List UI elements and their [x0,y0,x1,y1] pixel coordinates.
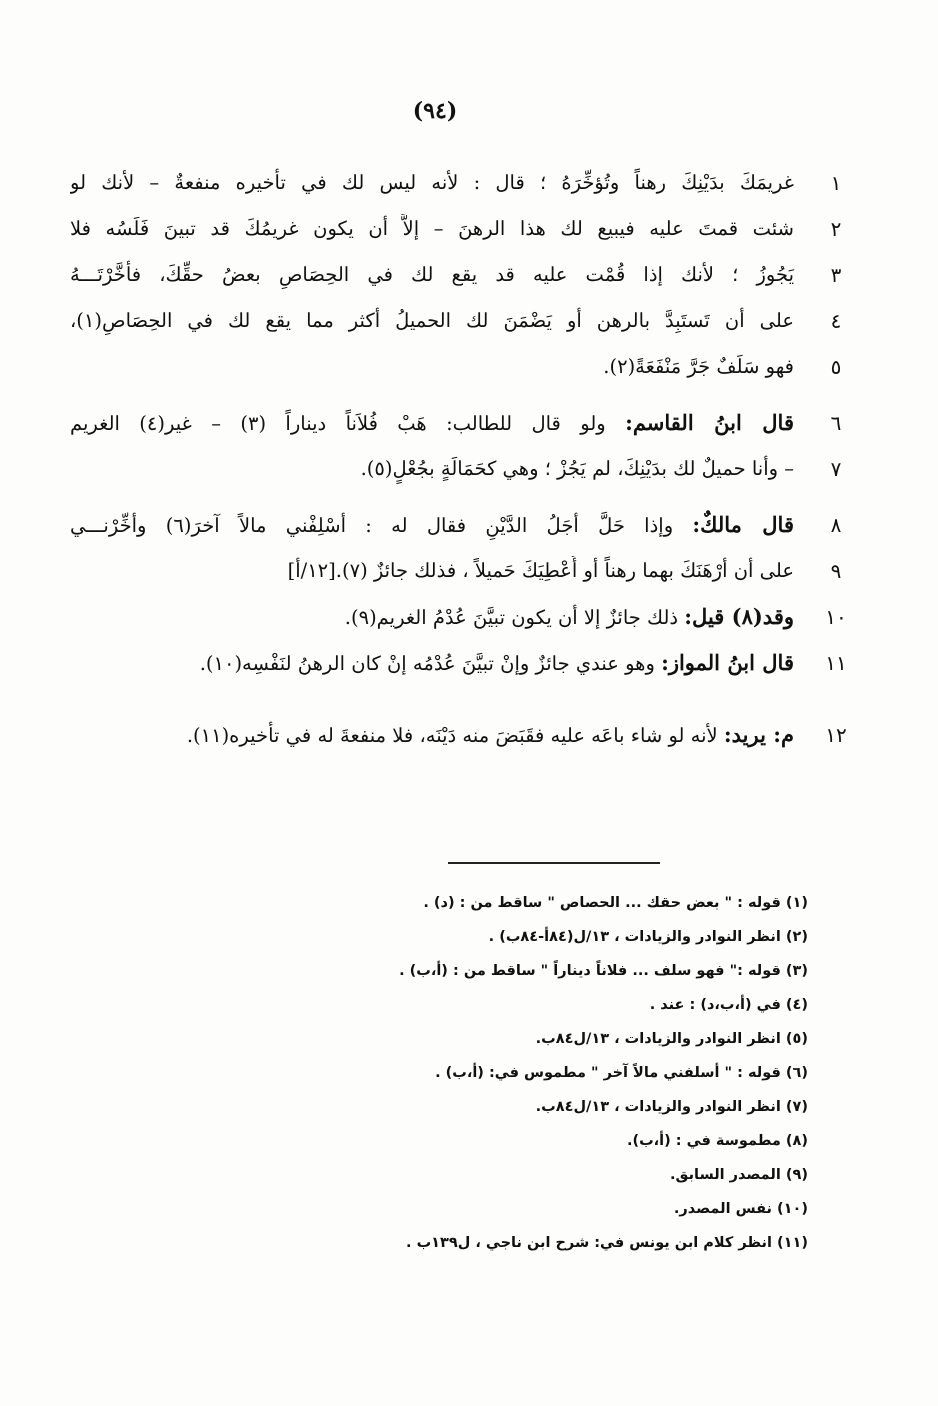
line-body: فهو سَلَفٌ جَرَّ مَنْفَعَةً(٢). [603,355,794,379]
line-body: شئت قمتَ عليه فيبيع لك هذا الرهنَ – إلاَّ أن يكون غريمُكَ قد تبينَ فَلَسُه فلا [70,217,794,241]
line-content [70,509,816,541]
text-line [70,548,856,594]
line-content [70,306,816,335]
line-content [70,647,816,679]
footnotes [248,886,808,1260]
line-number: ٧ [830,457,842,481]
footnote: (٨) مطموسة في : (أ،ب). [626,1133,808,1149]
line-content [70,454,816,483]
line-number: ٨ [830,513,842,537]
footnote: (٦) قوله : " أسلفني مالاً آخر " مطموس في: (أ،ب) . [435,1065,808,1081]
line-content [70,214,816,243]
text-line [70,712,856,758]
speaker-label: م: يريد: [723,722,794,748]
line-content [70,407,816,439]
line-content [70,601,816,633]
line-body: على أن تَستَبِدَّ بالرهن أو يَضْمَنَ لك الحميلُ أكثر مما يقع لك في الحِصَاصِ(١)، [70,309,794,333]
line-body: وإذا حَلَّ أجَلُ الدَّيْنِ فقال له : أسْلِفْني مالاً آخرَ(٦) وأخِّرْنـــي [70,514,693,538]
footnote: (٧) انظر النوادر والزيادات ، ١٣/ل٨٤ب. [535,1099,808,1115]
footnote: (٣) قوله :" فهو سلف ... فلاناً ديناراً " ساقط من : (أ،ب) . [399,963,808,979]
text-line [70,252,856,298]
line-body: ولو قال للطالب: هَبْ فُلاَناً ديناراً (٣) – غير(٤) الغريم [70,412,626,436]
line-body: – وأنا حميلٌ لك بدَيْنِكَ، لم يَجُزْ ؛ وهي كحَمَالَةٍ بجُعْلٍ(٥). [360,457,794,481]
line-body: يَجُوزُ ؛ لأنك إذا قُمْت عليه قد يقع لك في الحِصَاصِ بعضُ حقِّكَ، فأخَّرْتَـــهُ [70,263,794,287]
line-number: ١١ [825,651,847,675]
text-line [70,400,856,446]
speaker-label: قال مالكٌ: [692,512,794,538]
line-content [70,556,816,585]
footnote: (١١) انظر كلام ابن يونس في: شرح ابن ناجي ، ل١٣٩ب . [406,1235,808,1251]
line-number: ٩ [830,559,842,583]
speaker-label: وقد(٨) قيل: [684,604,794,630]
line-body: ذلك جائزٌ إلا أن يكون تبيَّنَ عُدْمُ الغريم(٩). [344,606,685,630]
text-line [70,206,856,252]
line-number: ٢ [830,217,842,241]
line-content [70,352,816,381]
speaker-label: قال ابنُ المواز: [661,650,794,676]
line-content [70,719,816,751]
footnote-separator [448,862,660,864]
text-line [70,640,856,686]
line-number: ١٠ [825,605,847,629]
text-line [70,160,856,206]
line-body: لأنه لو شاء باعَه عليه فقَبَضَ منه دَيْنَه، فلا منفعةَ له في تأخيره(١١). [186,724,724,748]
footnote: (٢) انظر النوادر والزيادات ، ١٣/ل(٨٤أ-٨٤ب) . [488,929,808,945]
footnote: (٩) المصدر السابق. [669,1167,808,1183]
footnote: (٤) في (أ،ب،د) : عند . [649,997,808,1013]
footnote: (٥) انظر النوادر والزيادات ، ١٣/ل٨٤ب. [535,1031,808,1047]
text-line [70,502,856,548]
line-number: ٦ [830,411,842,435]
line-number: ٤ [830,309,842,333]
text-line [70,446,856,492]
line-number: ٣ [830,263,842,287]
line-body: على أن أرْهَنَكَ بهما رهناً أو أُعْطِيَكَ حَميلاً ، فذلك جائزٌ (٧).[١٢/أ] [287,559,794,583]
text-line [70,344,856,390]
text-line [70,594,856,640]
main-text [70,160,856,758]
footnote: (١٠) نفس المصدر. [673,1201,808,1217]
line-number: ٥ [830,355,842,379]
line-number: ١ [830,171,842,195]
line-body: غريمَكَ بدَيْنِكَ رهناً وتُؤخِّرَهُ ؛ قال : لأنه ليس لك في تأخيره منفعةٌ – لأنك لو [70,171,794,195]
line-body: وهو عندي جائزٌ وإنْ تبيَّنَ عُدْمُه إنْ كان الرهنُ لنَفْسِه(١٠). [199,652,662,676]
line-number: ١٢ [825,723,847,747]
line-content [70,168,816,197]
page-number: (٩٤) [412,98,458,124]
text-line [70,298,856,344]
speaker-label: قال ابنُ القاسم: [625,410,794,436]
footnote: (١) قوله : " بعض حقك ... الحصاص " ساقط من : (د) . [423,895,808,911]
line-content [70,260,816,289]
